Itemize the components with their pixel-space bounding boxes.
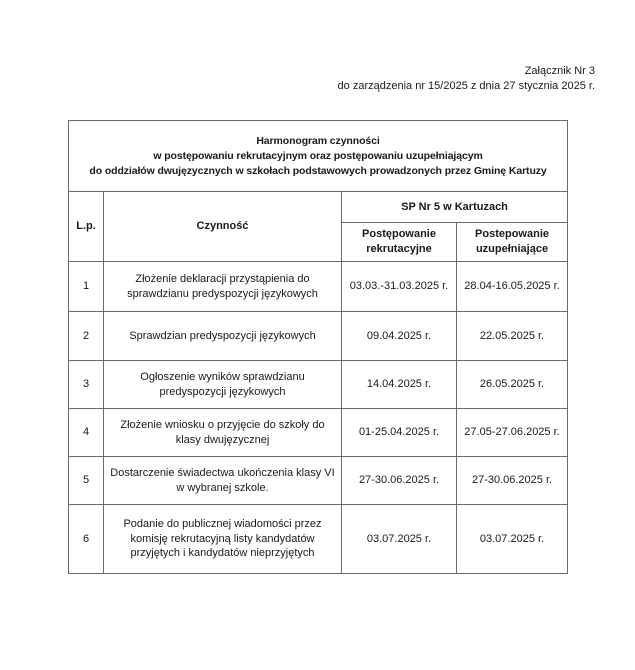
cell-recruitment-date: 01-25.04.2025 r. <box>342 409 457 457</box>
table-title-line-3: do oddziałów dwujęzycznych w szkołach podstawowych prowadzonych przez Gminę Kartuzy <box>89 164 547 177</box>
cell-recruitment-date: 03.07.2025 r. <box>342 505 457 574</box>
cell-lp: 4 <box>69 409 104 457</box>
col-header-activity: Czynność <box>104 192 342 262</box>
cell-activity: Złożenie wniosku o przyjęcie do szkoły do klasy dwujęzycznej <box>104 409 342 457</box>
col-header-recruitment: Postępowanie rekrutacyjne <box>342 223 457 262</box>
table-row <box>69 409 568 457</box>
cell-lp: 3 <box>69 361 104 409</box>
cell-supplementary-date: 28.04-16.05.2025 r. <box>457 262 568 312</box>
cell-lp: 2 <box>69 312 104 361</box>
cell-supplementary-date: 27-30.06.2025 r. <box>457 457 568 505</box>
table-row <box>69 262 568 312</box>
cell-supplementary-date: 27.05-27.06.2025 r. <box>457 409 568 457</box>
cell-recruitment-date: 27-30.06.2025 r. <box>342 457 457 505</box>
attachment-title: Załącznik Nr 3 <box>524 65 595 77</box>
cell-supplementary-date: 03.07.2025 r. <box>457 505 568 574</box>
col-header-school-group: SP Nr 5 w Kartuzach <box>342 192 568 223</box>
cell-supplementary-date: 26.05.2025 r. <box>457 361 568 409</box>
table-header-row-1 <box>69 192 568 223</box>
table-title-line-2: w postępowaniu rekrutacyjnym oraz postępowaniu uzupełniającym <box>153 149 483 162</box>
cell-recruitment-date: 03.03.-31.03.2025 r. <box>342 262 457 312</box>
attachment-subtitle: do zarządzenia nr 15/2025 z dnia 27 stycznia 2025 r. <box>337 80 595 92</box>
table-row <box>69 361 568 409</box>
cell-lp: 1 <box>69 262 104 312</box>
table-title-row <box>69 121 568 192</box>
col-header-supplementary: Postepowanie uzupełniające <box>457 223 568 262</box>
cell-supplementary-date: 22.05.2025 r. <box>457 312 568 361</box>
cell-activity: Podanie do publicznej wiadomości przez komisję rekrutacyjną listy kandydatów przyjętych i kandydatów nieprzyjętych <box>104 505 342 574</box>
table-row <box>69 505 568 574</box>
schedule-table <box>68 120 568 574</box>
table-title-line-1: Harmonogram czynności <box>256 134 380 147</box>
table-title <box>69 121 568 192</box>
cell-activity: Złożenie deklaracji przystąpienia do sprawdzianu predyspozycji językowych <box>104 262 342 312</box>
table-row <box>69 312 568 361</box>
cell-recruitment-date: 09.04.2025 r. <box>342 312 457 361</box>
col-header-lp: L.p. <box>69 192 104 262</box>
table-row <box>69 457 568 505</box>
attachment-note <box>338 64 595 94</box>
cell-activity: Sprawdzian predyspozycji językowych <box>104 312 342 361</box>
cell-activity: Ogłoszenie wyników sprawdzianu predyspozycji językowych <box>104 361 342 409</box>
cell-activity: Dostarczenie świadectwa ukończenia klasy VI w wybranej szkole. <box>104 457 342 505</box>
cell-lp: 6 <box>69 505 104 574</box>
cell-recruitment-date: 14.04.2025 r. <box>342 361 457 409</box>
cell-lp: 5 <box>69 457 104 505</box>
